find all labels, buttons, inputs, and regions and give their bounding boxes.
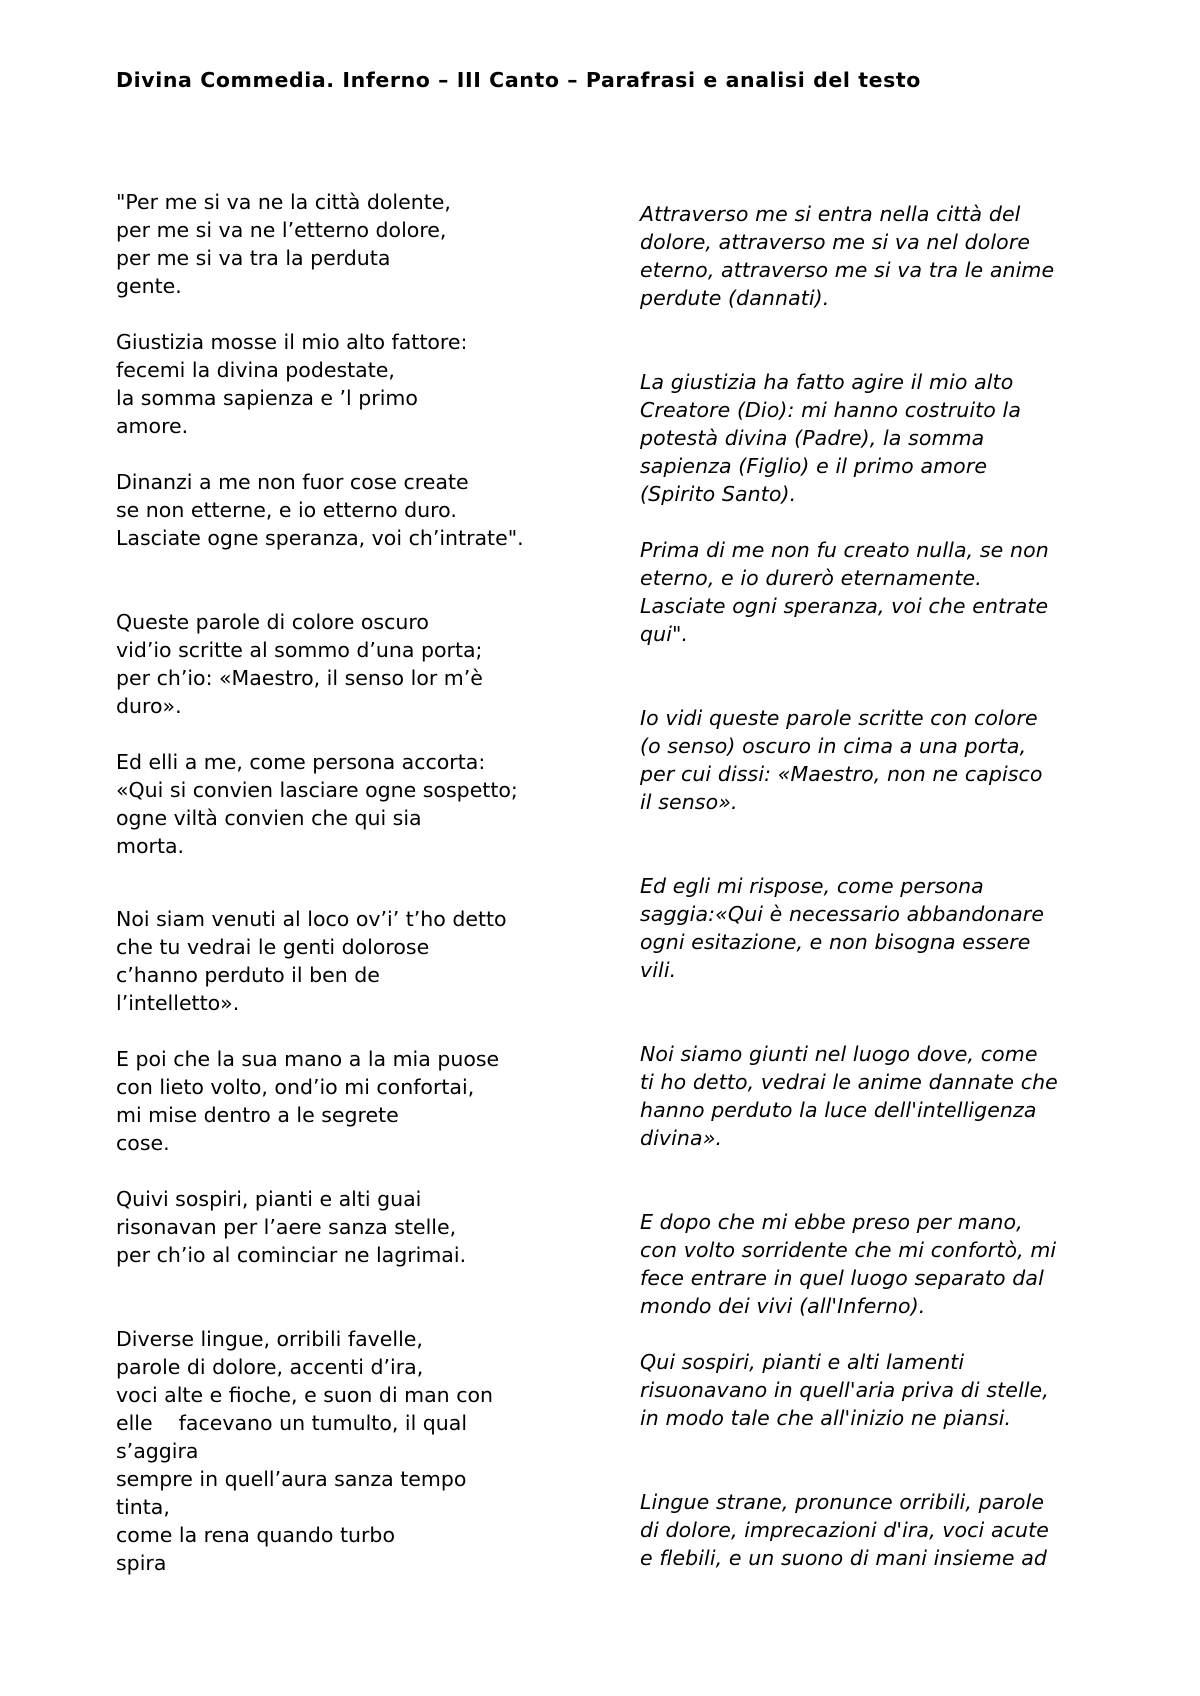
- paraphrase-line: fece entrare in quel luogo separato dal: [640, 1266, 1044, 1290]
- paraphrase-line: risuonavano in quell'aria priva di stelle,: [640, 1378, 1049, 1402]
- paraphrase-line: Lasciate ogni speranza, voi che entrate: [640, 594, 1049, 618]
- paraphrase-stanza: [640, 872, 1044, 984]
- verse-line: per me si va tra la perduta: [116, 246, 391, 270]
- verse-line: Lasciate ogne speranza, voi ch’intrate".: [116, 526, 524, 550]
- paraphrase-line: e flebili, e un suono di mani insieme ad: [640, 1546, 1047, 1570]
- paraphrase-line: di dolore, imprecazioni d'ira, voci acute: [640, 1518, 1049, 1542]
- paraphrase-line: vili.: [640, 958, 677, 982]
- paraphrase-line: ti ho detto, vedrai le anime dannate che: [640, 1070, 1058, 1094]
- paraphrase-line: Lingue strane, pronunce orribili, parole: [640, 1490, 1045, 1514]
- verse-stanza: [116, 188, 451, 300]
- paraphrase-stanza: [640, 200, 1054, 312]
- paraphrase-line: hanno perduto la luce dell'intelligenza: [640, 1098, 1037, 1122]
- paraphrase-stanza: [640, 1348, 1049, 1432]
- paraphrase-line: (o senso) oscuro in cima a una porta,: [640, 734, 1027, 758]
- paraphrase-line: in modo tale che all'inizio ne piansi.: [640, 1406, 1012, 1430]
- paraphrase-stanza: [640, 368, 1021, 508]
- paraphrase-line: ogni esitazione, e non bisogna essere: [640, 930, 1031, 954]
- verse-line: fecemi la divina podestate,: [116, 358, 395, 382]
- paraphrase-line: Prima di me non fu creato nulla, se non: [640, 538, 1049, 562]
- verse-line: Diverse lingue, orribili favelle,: [116, 1327, 423, 1351]
- verse-line: risonavan per l’aere sanza stelle,: [116, 1215, 457, 1239]
- paraphrase-line: sapienza (Figlio) e il primo amore: [640, 454, 988, 478]
- verse-line: s’aggira: [116, 1439, 199, 1463]
- verse-line: Queste parole di colore oscuro: [116, 610, 429, 634]
- verse-line: gente.: [116, 274, 182, 298]
- verse-line: Noi siam venuti al loco ov’i’ t’ho detto: [116, 907, 507, 931]
- verse-line: Giustizia mosse il mio alto fattore:: [116, 330, 468, 354]
- paraphrase-stanza: [640, 1040, 1058, 1152]
- paraphrase-line: qui".: [640, 622, 689, 646]
- verse-stanza: [116, 608, 483, 720]
- paraphrase-line: potestà divina (Padre), la somma: [640, 426, 985, 450]
- verse-stanza: [116, 905, 507, 1017]
- verse-line: elle facevano un tumulto, il qual: [116, 1411, 468, 1435]
- verse-line: spira: [116, 1551, 167, 1575]
- verse-stanza: [116, 1325, 493, 1577]
- verse-line: c’hanno perduto il ben de: [116, 963, 380, 987]
- paraphrase-line: il senso».: [640, 790, 738, 814]
- verse-line: Ed elli a me, come persona accorta:: [116, 750, 486, 774]
- verse-stanza: [116, 468, 524, 552]
- verse-line: "Per me si va ne la città dolente,: [116, 190, 451, 214]
- verse-line: voci alte e fioche, e suon di man con: [116, 1383, 493, 1407]
- paraphrase-stanza: [640, 704, 1043, 816]
- paraphrase-line: dolore, attraverso me si va nel dolore: [640, 230, 1031, 254]
- verse-line: «Qui si convien lasciare ogne sospetto;: [116, 778, 518, 802]
- verse-line: l’intelletto».: [116, 991, 240, 1015]
- paraphrase-line: (Spirito Santo).: [640, 482, 797, 506]
- verse-stanza: [116, 328, 467, 440]
- verse-line: morta.: [116, 834, 185, 858]
- paraphrase-line: con volto sorridente che mi confortò, mi: [640, 1238, 1057, 1262]
- paraphrase-stanza: [640, 1208, 1056, 1320]
- verse-line: come la rena quando turbo: [116, 1523, 395, 1547]
- verse-line: vid’io scritte al sommo d’una porta;: [116, 638, 483, 662]
- verse-line: per ch’io al cominciar ne lagrimai.: [116, 1243, 467, 1267]
- paraphrase-line: Attraverso me si entra nella città del: [640, 202, 1021, 226]
- verse-stanza: [116, 748, 518, 860]
- verse-line: se non etterne, e io etterno duro.: [116, 498, 457, 522]
- verse-line: cose.: [116, 1131, 170, 1155]
- verse-line: amore.: [116, 414, 189, 438]
- paraphrase-line: Io vidi queste parole scritte con colore: [640, 706, 1038, 730]
- verse-line: tinta,: [116, 1495, 170, 1519]
- paraphrase-line: divina».: [640, 1126, 723, 1150]
- verse-line: E poi che la sua mano a la mia puose: [116, 1047, 500, 1071]
- verse-line: che tu vedrai le genti dolorose: [116, 935, 430, 959]
- verse-line: Quivi sospiri, pianti e alti guai: [116, 1187, 422, 1211]
- verse-line: duro».: [116, 694, 182, 718]
- verse-line: mi mise dentro a le segrete: [116, 1103, 399, 1127]
- verse-line: con lieto volto, ond’io mi confortai,: [116, 1075, 475, 1099]
- paraphrase-line: saggia:«Qui è necessario abbandonare: [640, 902, 1045, 926]
- paraphrase-line: mondo dei vivi (all'Inferno).: [640, 1294, 926, 1318]
- verse-line: per me si va ne l’etterno dolore,: [116, 218, 447, 242]
- verse-line: sempre in quell’aura sanza tempo: [116, 1467, 467, 1491]
- page-title: Divina Commedia. Inferno – III Canto – Parafrasi e analisi del testo: [116, 68, 921, 92]
- paraphrase-stanza: [640, 1488, 1049, 1572]
- paraphrase-line: eterno, attraverso me si va tra le anime: [640, 258, 1055, 282]
- paraphrase-line: eterno, e io durerò eternamente.: [640, 566, 982, 590]
- verse-line: parole di dolore, accenti d’ira,: [116, 1355, 424, 1379]
- verse-stanza: [116, 1185, 466, 1269]
- paraphrase-stanza: [640, 536, 1049, 648]
- paraphrase-line: perdute (dannati).: [640, 286, 830, 310]
- paraphrase-line: Creatore (Dio): mi hanno costruito la: [640, 398, 1021, 422]
- paraphrase-line: per cui dissi: «Maestro, non ne capisco: [640, 762, 1043, 786]
- verse-line: la somma sapienza e ’l primo: [116, 386, 418, 410]
- verse-line: ogne viltà convien che qui sia: [116, 806, 422, 830]
- verse-line: per ch’io: «Maestro, il senso lor m’è: [116, 666, 483, 690]
- paraphrase-line: Qui sospiri, pianti e alti lamenti: [640, 1350, 965, 1374]
- paraphrase-line: E dopo che mi ebbe preso per mano,: [640, 1210, 1023, 1234]
- verse-stanza: [116, 1045, 499, 1157]
- paraphrase-line: Ed egli mi rispose, come persona: [640, 874, 984, 898]
- paraphrase-line: Noi siamo giunti nel luogo dove, come: [640, 1042, 1038, 1066]
- verse-line: Dinanzi a me non fuor cose create: [116, 470, 469, 494]
- paraphrase-line: La giustizia ha fatto agire il mio alto: [640, 370, 1014, 394]
